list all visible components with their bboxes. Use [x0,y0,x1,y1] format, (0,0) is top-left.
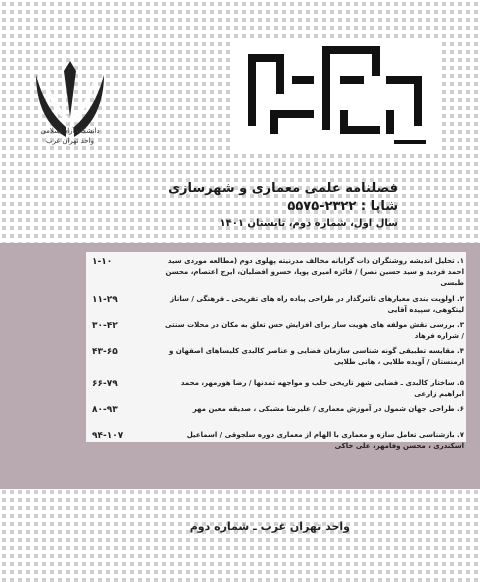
journal-title-block [138,180,398,232]
toc-item-title: ۲. اولویت بندی معیارهای تاثیرگذار در طراحی پیاده راه های تفریحی ـ فرهنگی / ساناز لیتکوهی، سپیده آقایی [170,295,464,314]
toc-item-pages: ۳۰-۴۲ [92,321,118,331]
toc-item-pages: ۴۳-۶۵ [92,347,118,357]
cover-footer: واحد تهران غرب ـ شماره دوم [189,520,350,533]
journal-title: فصلنامه علمی معماری و شهرسازی [168,181,398,196]
toc-item-pages: ۱۱-۲۹ [92,295,118,305]
toc-item-title: ۴. مقایسه تطبیقی گونه شناسی سازمان فضایی و عناصر کالبدی کلیساهای اصفهان و ارمنستان / آویده طلایی ، هانی طلایی [168,347,464,366]
logo-caption-line1: دانشگاه آزاد اسلامی [40,127,100,135]
toc-item-title: ۶. طراحی جهان شمول در آموزش معماری / علیرضا مشبکی ، صدیقه معین مهر [192,405,464,413]
journal-issn: شاپا : ۲۳۲۲-۵۵۷۵ [287,199,398,214]
toc-item-pages: ۱-۱۰ [92,257,113,267]
toc-item-title: ۷. بازشناسی تعامل سازه و معماری با الهام از معماری دوره سلجوقی / اسماعیل اسکندری ، محسن وفامهر، علی خاکی [186,431,464,450]
logo-caption [26,126,114,146]
toc-item-pages: ۶۶-۷۹ [92,379,118,389]
toc-item-pages: ۹۴-۱۰۷ [92,431,124,441]
logo-caption-line2: واحد تهران غرب [45,137,94,145]
toc-item-title: ۵. ساختار کالبدی ـ فضایی شهر تاریخی حلب و مواجهه تمدنها / رضا هورمهر، محمد ابراهیم زارعی [180,379,464,398]
university-logo-icon [30,38,110,166]
journal-issue: سال اول، شماره دوم، تابستان ۱۴۰۱ [219,218,398,229]
toc-item-title: ۳. بررسی نقش مولفه های هویت ساز برای افزایش حس تعلق به مکان در محلات سنتی / شراره فرهاد [164,321,464,340]
journal-wordmark-icon [230,40,440,152]
toc-item-title: ۱. تحلیل اندیشه روشنگران ذات گرایانه مخالف مدرنیته پهلوی دوم (مطالعه موردی سید احمد فردید و سید حسین نصر) / فائزه امیری پویا، خسرو افضلیان، ایرج اعتصام، محسن طبسی [165,257,464,287]
toc-item-pages: ۸۰-۹۳ [92,405,118,415]
